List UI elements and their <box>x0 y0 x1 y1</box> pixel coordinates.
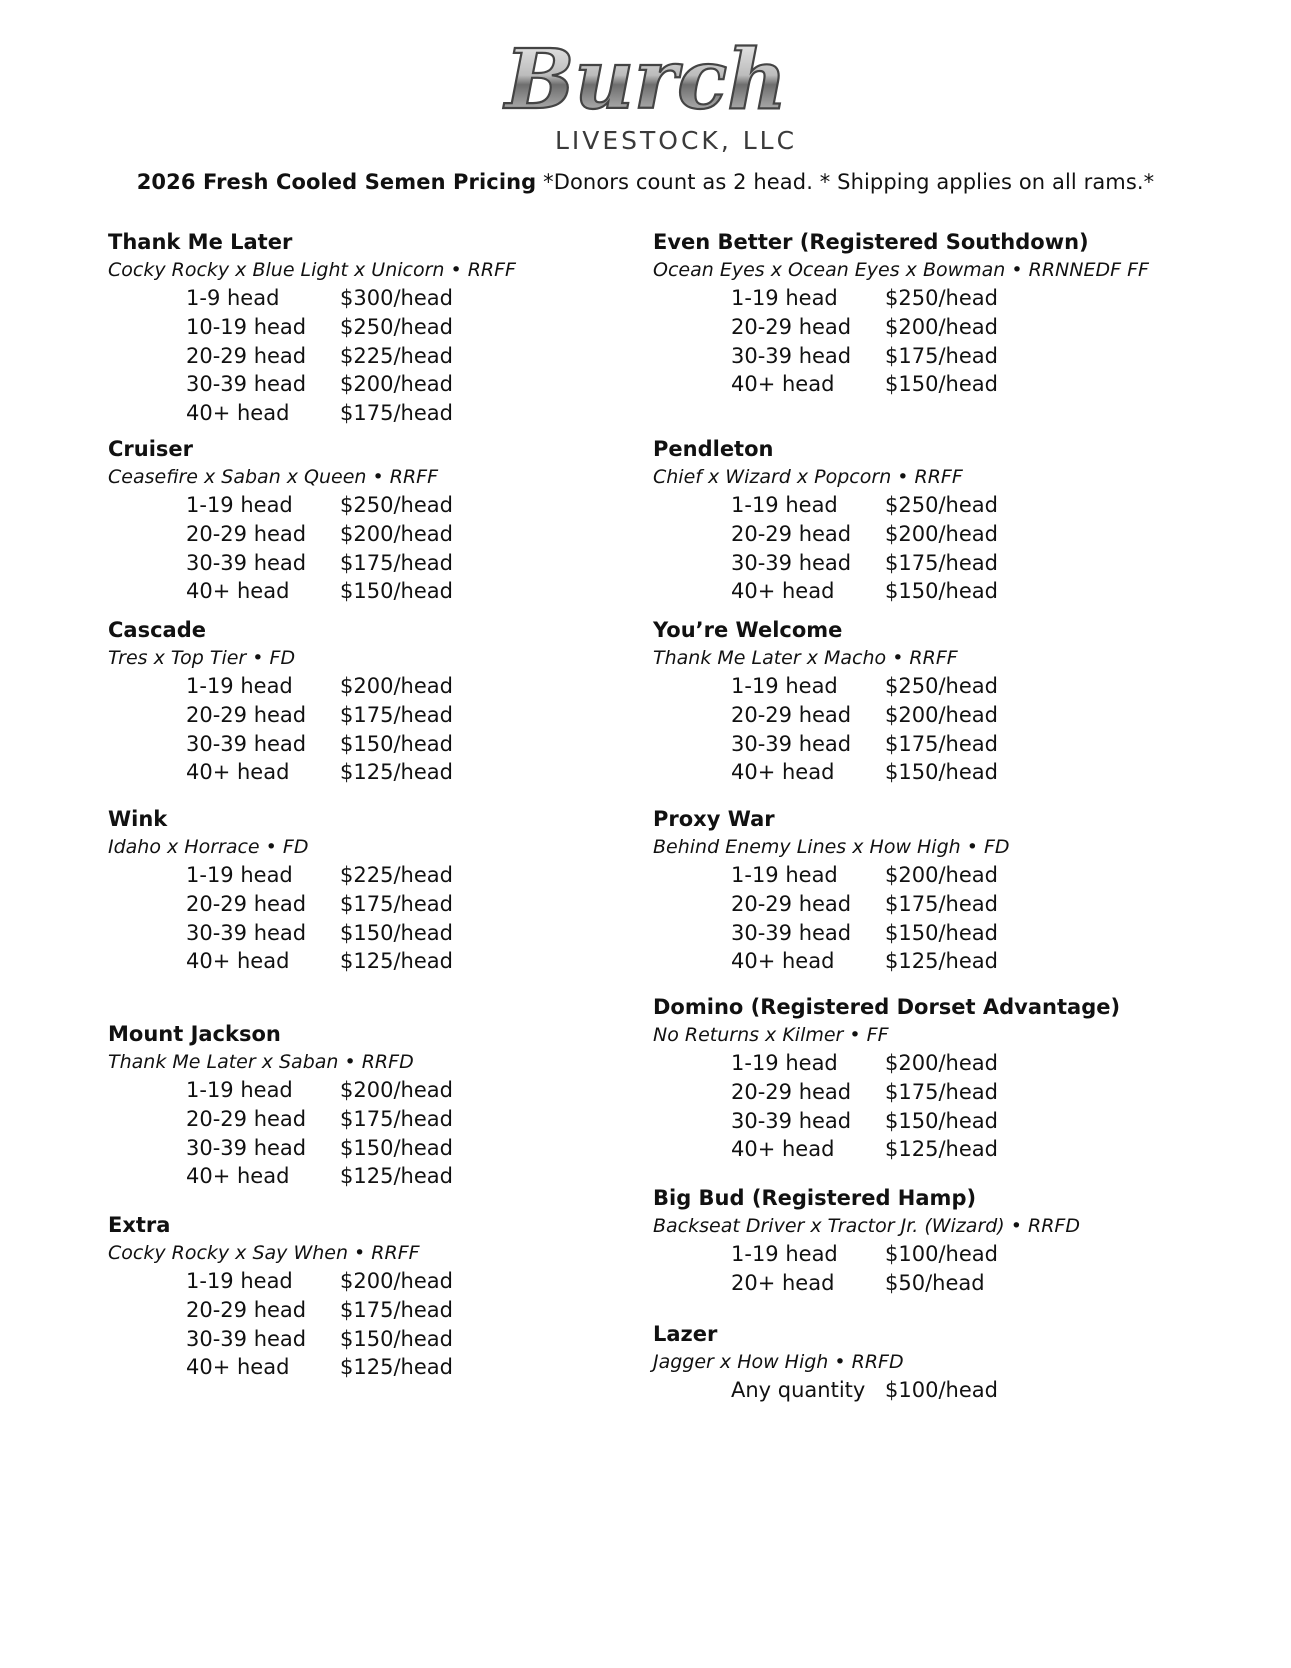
price-row <box>108 1076 668 1105</box>
quantity-tier: 30-39 head <box>186 1135 307 1160</box>
ram-pedigree: Behind Enemy Lines x How High • FD <box>653 836 1010 858</box>
price-per-head: $175/head <box>340 702 453 727</box>
price-row <box>653 861 1213 890</box>
price-row <box>108 1267 668 1296</box>
quantity-tier: 40+ head <box>186 401 290 426</box>
price-row <box>653 577 1213 606</box>
ram-entry <box>108 805 668 976</box>
price-per-head: $250/head <box>340 493 453 517</box>
price-row <box>108 701 668 730</box>
price-row <box>653 1078 1213 1107</box>
price-per-head: $150/head <box>340 579 453 604</box>
quantity-tier: 20+ head <box>731 1270 835 1295</box>
quantity-tier: 30-39 head <box>731 550 852 575</box>
quantity-tier: 30-39 head <box>186 1326 307 1351</box>
ram-name: Big Bud (Registered Hamp) <box>653 1186 977 1210</box>
price-per-head: $200/head <box>885 702 998 727</box>
ram-pedigree: Jagger x How High • RRFD <box>653 1351 904 1373</box>
ram-entry <box>653 616 1213 787</box>
ram-name: Cruiser <box>108 437 194 461</box>
ram-entry <box>653 435 1213 606</box>
quantity-tier: 40+ head <box>186 579 290 604</box>
price-per-head: $150/head <box>885 1108 998 1133</box>
quantity-tier: 1-19 head <box>186 863 293 887</box>
price-per-head: $175/head <box>340 550 453 575</box>
price-per-head: $200/head <box>885 863 998 887</box>
ram-name: Lazer <box>653 1322 718 1346</box>
ram-name: Pendleton <box>653 437 774 461</box>
quantity-tier: 10-19 head <box>186 314 307 339</box>
price-per-head: $175/head <box>885 343 998 368</box>
price-per-head: $125/head <box>340 1164 453 1189</box>
price-row <box>108 672 668 701</box>
quantity-tier: 40+ head <box>731 579 835 604</box>
price-per-head: $175/head <box>885 550 998 575</box>
ram-pedigree: Backseat Driver x Tractor Jr. (Wizard) • RRFD <box>653 1215 1080 1237</box>
quantity-tier: 1-19 head <box>731 674 838 698</box>
quantity-tier: 20-29 head <box>731 702 852 727</box>
quantity-tier: 20-29 head <box>731 891 852 916</box>
pricing-title <box>0 170 1291 194</box>
price-row <box>108 919 668 948</box>
price-per-head: $200/head <box>885 314 998 339</box>
price-row <box>653 672 1213 701</box>
price-row <box>653 730 1213 759</box>
price-per-head: $175/head <box>340 891 453 916</box>
quantity-tier: 40+ head <box>731 949 835 974</box>
price-row <box>653 1269 1213 1298</box>
ram-pedigree: Chief x Wizard x Popcorn • RRFF <box>653 466 963 488</box>
price-row <box>108 549 668 578</box>
price-per-head: $125/head <box>340 949 453 974</box>
ram-pedigree: Cocky Rocky x Blue Light x Unicorn • RRFF <box>108 259 516 281</box>
price-row <box>108 399 668 428</box>
quantity-tier: 1-19 head <box>186 674 293 698</box>
price-row <box>653 520 1213 549</box>
ram-name: You’re Welcome <box>653 618 843 642</box>
quantity-tier: 1-19 head <box>731 1242 838 1266</box>
quantity-tier: 20-29 head <box>186 891 307 916</box>
price-per-head: $200/head <box>340 674 453 698</box>
price-row <box>108 947 668 976</box>
price-row <box>653 1240 1213 1269</box>
quantity-tier: 30-39 head <box>731 343 852 368</box>
quantity-tier: 40+ head <box>731 1137 835 1162</box>
price-per-head: $175/head <box>340 1297 453 1322</box>
price-row <box>108 1162 668 1191</box>
ram-pedigree: Thank Me Later x Saban • RRFD <box>108 1051 414 1073</box>
price-per-head: $225/head <box>340 343 453 368</box>
ram-pedigree: Idaho x Horrace • FD <box>108 836 309 858</box>
price-row <box>108 577 668 606</box>
ram-pedigree: Ocean Eyes x Ocean Eyes x Bowman • RRNNEDF FF <box>653 259 1149 281</box>
price-row <box>108 1353 668 1382</box>
price-per-head: $50/head <box>885 1270 985 1295</box>
price-row <box>108 1134 668 1163</box>
quantity-tier: 20-29 head <box>731 314 852 339</box>
price-row <box>108 1296 668 1325</box>
price-row <box>108 758 668 787</box>
ram-name: Proxy War <box>653 807 775 831</box>
price-per-head: $125/head <box>885 1137 998 1162</box>
price-per-head: $250/head <box>885 286 998 310</box>
quantity-tier: 30-39 head <box>731 1108 852 1133</box>
price-per-head: $150/head <box>885 579 998 604</box>
quantity-tier: 20-29 head <box>731 521 852 546</box>
quantity-tier: 30-39 head <box>186 372 307 397</box>
price-row <box>108 313 668 342</box>
price-per-head: $150/head <box>340 920 453 945</box>
quantity-tier: 40+ head <box>186 1164 290 1189</box>
price-row <box>653 491 1213 520</box>
ram-entry <box>653 993 1213 1164</box>
quantity-tier: 40+ head <box>731 372 835 397</box>
price-row <box>653 313 1213 342</box>
quantity-tier: 1-9 head <box>186 286 280 310</box>
ram-name: Mount Jackson <box>108 1022 281 1046</box>
quantity-tier: 40+ head <box>186 1355 290 1380</box>
price-row <box>653 1376 1213 1405</box>
price-row <box>653 758 1213 787</box>
price-row <box>108 370 668 399</box>
price-row <box>653 342 1213 371</box>
quantity-tier: 30-39 head <box>186 920 307 945</box>
price-row <box>653 284 1213 313</box>
pricing-title-bold: 2026 Fresh Cooled Semen Pricing <box>136 170 537 194</box>
price-row <box>653 1049 1213 1078</box>
price-row <box>653 919 1213 948</box>
ram-pedigree: Ceasefire x Saban x Queen • RRFF <box>108 466 439 488</box>
company-logo <box>0 36 1291 166</box>
ram-entry <box>653 1320 1213 1405</box>
price-per-head: $150/head <box>885 920 998 945</box>
quantity-tier: 1-19 head <box>731 493 838 517</box>
quantity-tier: 30-39 head <box>731 731 852 756</box>
logo-script-text: Burch <box>504 36 787 128</box>
price-per-head: $150/head <box>340 1135 453 1160</box>
price-per-head: $175/head <box>885 1079 998 1104</box>
quantity-tier: 20-29 head <box>186 702 307 727</box>
ram-pedigree: Tres x Top Tier • FD <box>108 647 296 669</box>
price-row <box>108 520 668 549</box>
ram-entry <box>108 435 668 606</box>
price-row <box>108 1325 668 1354</box>
ram-entry <box>108 228 668 428</box>
price-row <box>108 1105 668 1134</box>
price-row <box>108 730 668 759</box>
price-row <box>108 890 668 919</box>
quantity-tier: 20-29 head <box>731 1079 852 1104</box>
quantity-tier: 1-19 head <box>731 863 838 887</box>
price-per-head: $200/head <box>340 1078 453 1102</box>
price-per-head: $300/head <box>340 286 453 310</box>
logo-subtext: LIVESTOCK, LLC <box>554 126 797 155</box>
ram-name: Domino (Registered Dorset Advantage) <box>653 995 1121 1019</box>
quantity-tier: 1-19 head <box>186 1269 293 1293</box>
price-per-head: $250/head <box>885 674 998 698</box>
ram-entry <box>108 1211 668 1382</box>
quantity-tier: 1-19 head <box>186 493 293 517</box>
price-row <box>653 549 1213 578</box>
price-row <box>108 342 668 371</box>
price-row <box>653 701 1213 730</box>
ram-name: Wink <box>108 807 168 831</box>
ram-name: Thank Me Later <box>108 230 293 254</box>
quantity-tier: Any quantity <box>731 1378 866 1402</box>
quantity-tier: 1-19 head <box>186 1078 293 1102</box>
price-row <box>108 861 668 890</box>
price-per-head: $100/head <box>885 1378 998 1402</box>
price-per-head: $250/head <box>340 314 453 339</box>
quantity-tier: 40+ head <box>731 760 835 785</box>
quantity-tier: 30-39 head <box>186 550 307 575</box>
pricing-note: *Donors count as 2 head. * Shipping applies on all rams.* <box>543 170 1155 194</box>
price-per-head: $175/head <box>340 401 453 426</box>
ram-name: Even Better (Registered Southdown) <box>653 230 1089 254</box>
quantity-tier: 30-39 head <box>731 920 852 945</box>
price-row <box>653 370 1213 399</box>
quantity-tier: 40+ head <box>186 949 290 974</box>
price-per-head: $175/head <box>340 1106 453 1131</box>
price-per-head: $125/head <box>340 760 453 785</box>
price-per-head: $100/head <box>885 1242 998 1266</box>
price-per-head: $150/head <box>885 372 998 397</box>
ram-pedigree: Cocky Rocky x Say When • RRFF <box>108 1242 420 1264</box>
price-per-head: $125/head <box>885 949 998 974</box>
price-row <box>653 947 1213 976</box>
price-per-head: $150/head <box>885 760 998 785</box>
price-per-head: $150/head <box>340 1326 453 1351</box>
price-per-head: $125/head <box>340 1355 453 1380</box>
quantity-tier: 1-19 head <box>731 1051 838 1075</box>
price-row <box>653 1107 1213 1136</box>
ram-entry <box>653 1184 1213 1298</box>
price-per-head: $175/head <box>885 731 998 756</box>
price-row <box>108 284 668 313</box>
quantity-tier: 20-29 head <box>186 521 307 546</box>
quantity-tier: 20-29 head <box>186 1297 307 1322</box>
ram-entry <box>653 228 1213 399</box>
quantity-tier: 20-29 head <box>186 1106 307 1131</box>
quantity-tier: 30-39 head <box>186 731 307 756</box>
price-per-head: $150/head <box>340 731 453 756</box>
quantity-tier: 20-29 head <box>186 343 307 368</box>
ram-entry <box>108 1020 668 1191</box>
ram-entry <box>108 616 668 787</box>
price-row <box>653 1135 1213 1164</box>
quantity-tier: 40+ head <box>186 760 290 785</box>
price-per-head: $200/head <box>340 1269 453 1293</box>
ram-pedigree: Thank Me Later x Macho • RRFF <box>653 647 958 669</box>
price-row <box>108 491 668 520</box>
price-per-head: $200/head <box>885 1051 998 1075</box>
price-per-head: $200/head <box>340 521 453 546</box>
ram-name: Cascade <box>108 618 206 642</box>
price-per-head: $175/head <box>885 891 998 916</box>
ram-pedigree: No Returns x Kilmer • FF <box>653 1024 889 1046</box>
price-row <box>653 890 1213 919</box>
price-per-head: $200/head <box>340 372 453 397</box>
price-per-head: $250/head <box>885 493 998 517</box>
price-per-head: $225/head <box>340 863 453 887</box>
quantity-tier: 1-19 head <box>731 286 838 310</box>
ram-entry <box>653 805 1213 976</box>
ram-name: Extra <box>108 1213 171 1237</box>
price-per-head: $200/head <box>885 521 998 546</box>
